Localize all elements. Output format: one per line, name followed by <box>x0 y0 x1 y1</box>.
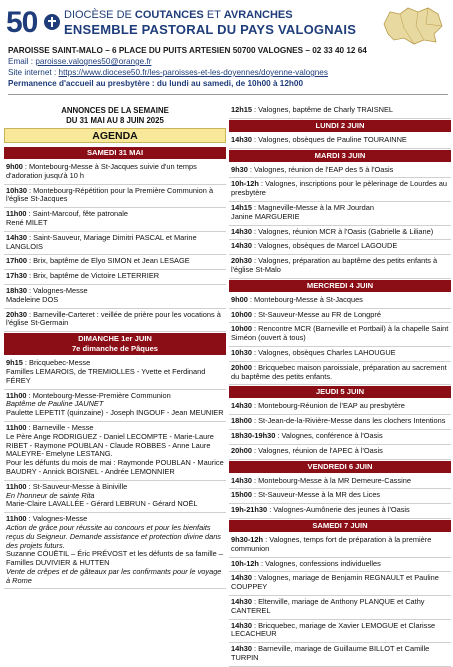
entry-t: 9h15 <box>6 358 23 368</box>
mercredi-4-entries <box>229 294 451 386</box>
entry-r: : Valognes-Messe <box>26 285 88 295</box>
entry-r: : Rencontre MCR (Barneville et Portbail) à la chapelle Saint Siméon (ouvert à tous) <box>231 324 449 343</box>
entry-t: 11h00 <box>6 209 27 219</box>
entry-r2: Suzanne COUËTIL – Éric PRÉVOST et les défunts de sa famille – Familles DUVIVIER & HUTTEN <box>6 549 223 568</box>
entry-t: 14h30 <box>231 596 252 606</box>
announce-title: ANNONCES DE LA SEMAINE DU 31 MAI AU 8 JUIN 2025 <box>61 106 169 125</box>
entry-t: 11h00 <box>6 422 27 432</box>
agenda-entry <box>229 255 451 279</box>
entry-r: : Valognes, réunion MCR à l'Oasis (Gabrielle & Liliane) <box>251 226 434 236</box>
entry-t: 18h30 <box>6 285 27 295</box>
entry-r: : Barneville, mariage de Guillaume BILLOT et Camille TURPIN <box>231 644 430 662</box>
entry-r: : Saint-Sauveur, Mariage Dimitri PASCAL et Marine LANGLOIS <box>6 232 197 251</box>
entry-t: 14h30 <box>231 644 252 654</box>
entry-t: 14h30 <box>231 475 252 485</box>
entry-t: 20h30 <box>6 309 27 319</box>
entry-t: 14h30 <box>231 401 252 411</box>
agenda-entry <box>229 202 451 226</box>
entry-t: 9h00 <box>6 162 23 171</box>
entry-r: : Valognes, obsèques de Pauline TOURAINNE <box>251 134 407 144</box>
agenda-entry <box>229 572 451 596</box>
entry-t: 10h00 <box>231 309 252 319</box>
agenda-entry <box>229 240 451 255</box>
day-header-vendredi-6: VENDREDI 6 JUIN <box>229 461 451 473</box>
agenda-entry <box>229 534 451 558</box>
entry-t: 9h00 <box>231 294 248 304</box>
agenda-entry <box>4 208 226 232</box>
agenda-entry <box>229 323 451 347</box>
region-map-icon <box>380 4 446 46</box>
entry-t: 10h-12h <box>231 179 259 189</box>
entry-t: 15h00 <box>231 490 252 500</box>
entry-r: : Valognes, mariage de Benjamin REGNAULT et Pauline COUPPEY <box>231 573 439 592</box>
entry-t: 18h30-19h30 <box>231 430 276 440</box>
entry-t: 14h30 <box>6 232 27 242</box>
entry-r: : Brix, baptême de Elyo SIMON et Jean LESAGE <box>26 256 190 266</box>
top-entry-list <box>229 104 451 119</box>
diocese-title: DIOCÈSE DE COUTANCES ET AVRANCHES <box>64 9 293 21</box>
entry-r2: Le Père Ange RODRIGUEZ - Daniel LECOMPTE - Marie-Laure RIBET - Raymone POUBLAN - Claude ROBBES - Anne Laure MALEYRE- Emelyne LESTANG. <box>6 431 214 459</box>
entry-r: : Valognes, baptême de Charly TRAISNEL <box>251 105 394 114</box>
agenda-entry <box>229 489 451 504</box>
samedi-31-entries <box>4 161 226 332</box>
agenda-entry <box>229 445 451 460</box>
entry-t: 11h00 <box>6 481 27 491</box>
day-header-samedi-7: SAMEDI 7 JUIN <box>229 520 451 532</box>
entry-t: 14h15 <box>231 202 252 212</box>
website-line: Site internet : https://www.diocese50.fr/les-paroisses-et-les-doyennes/doyenne-valognes <box>8 68 328 77</box>
agenda-entry <box>4 161 226 185</box>
entry-r2: Paulette LEPETIT (quinzaine) - Joseph INGOUF - Jean MEUNIER <box>6 408 224 418</box>
agenda-entry <box>4 270 226 285</box>
agenda-entry <box>229 643 451 667</box>
agenda-entry <box>4 285 226 309</box>
agenda-entry <box>4 255 226 270</box>
entry-r: : Valognes, obsèques de Marcel LAGOUDE <box>251 241 398 251</box>
agenda-entry <box>229 400 451 415</box>
entry-t: 18h00 <box>231 416 252 426</box>
agenda-banner: AGENDA <box>4 128 226 143</box>
entry-r: : Brix, baptême de Victoire LETERRIER <box>26 271 160 281</box>
entry-t: 20h00 <box>231 362 252 372</box>
entry-t: 9h30-12h <box>231 534 264 544</box>
website-link[interactable]: https://www.diocese50.fr/les-paroisses-et-les-doyennes/doyenne-valognes <box>58 68 328 77</box>
diocese-logo-number: 50 <box>6 6 38 39</box>
agenda-entry <box>229 558 451 573</box>
entry-t: 14h30 <box>231 241 252 251</box>
entry-r: : Montebourg-Réunion de l'EAP au presbytère <box>251 401 405 411</box>
entry-r2: René MILET <box>6 217 48 227</box>
agenda-entry <box>4 357 226 389</box>
entry-r: : Valognes, inscriptions pour le pèlerinage de Lourdes au presbytère <box>231 179 447 198</box>
entry-r: : Montebourg-Messe à St-Jacques suivie d'un temps d'adoration jusqu'à 10 h <box>6 162 197 180</box>
agenda-entry <box>4 390 226 422</box>
entry-r: : Eltenville, mariage de Anthony PLANQUE et Cathy CANTEREL <box>231 596 425 615</box>
entry-t: 20h30 <box>231 256 252 266</box>
mardi-3-entries <box>229 164 451 279</box>
right-column <box>229 104 451 667</box>
agenda-entry <box>229 475 451 490</box>
entry-r2: Madeleine DOS <box>6 294 59 304</box>
page-header <box>0 0 453 104</box>
entry-t: 17h30 <box>6 271 27 281</box>
agenda-entry <box>229 309 451 324</box>
entry-i: Action de grâce pour réussite au concours et pour les bienfaits reçus du Seigneur. Demande assistance et protection divine dans des projets futurs. <box>6 522 222 550</box>
email-link[interactable]: paroisse.valognes50@orange.fr <box>35 57 152 66</box>
dimanche-1-entries <box>4 357 226 589</box>
ensemble-title: ENSEMBLE PASTORAL DU PAYS VALOGNAIS <box>64 22 357 37</box>
entry-r: : Barneville - Messe <box>26 422 94 432</box>
entry-r: : St-Jean-de-la-Rivière-Messe dans les clochers Intentions <box>251 416 446 426</box>
entry-t: 10h-12h <box>231 558 259 568</box>
entry-t: 14h30 <box>231 226 252 236</box>
entry-r: : St-Sauveur-Messe à Biniville <box>26 481 128 491</box>
entry-r: : Magneville-Messe à la MR Jourdan <box>251 202 374 212</box>
entry-r: : Barneville-Carteret : veillée de prière pour les vocations à l'église St-Germain <box>6 309 221 328</box>
entry-r: : Valognes, temps fort de préparation à la première communion <box>231 534 432 553</box>
header-divider <box>8 94 448 95</box>
agenda-entry <box>4 481 226 513</box>
entry-r: : Bricquebec, mariage de Xavier LEMOGUE et Clarisse LECACHEUR <box>231 620 436 639</box>
entry-r2: Janine MARGUERIE <box>231 211 300 221</box>
agenda-entry <box>229 415 451 430</box>
samedi-7-entries <box>229 534 451 667</box>
entry-r: : Montebourg-Messe à St-Jacques <box>247 294 363 304</box>
vendredi-6-entries <box>229 475 451 519</box>
day-header-mercredi-4: MERCREDI 4 JUIN <box>229 280 451 292</box>
agenda-entry <box>229 596 451 620</box>
agenda-entry <box>229 164 451 179</box>
entry-r: : Montebourg-Messe-Première Communion <box>26 390 171 400</box>
agenda-entry <box>4 422 226 481</box>
entry-r: : Valognes, conférence à l'Oasis <box>275 430 383 440</box>
agenda-entry <box>229 620 451 644</box>
entry-t: 11h00 <box>6 514 27 524</box>
entry-t: 14h30 <box>231 620 252 630</box>
left-column <box>4 104 226 589</box>
day-header-jeudi-5: JEUDI 5 JUIN <box>229 386 451 398</box>
day-header-lundi-2: LUNDI 2 JUIN <box>229 120 451 132</box>
day-header-mardi-3: MARDI 3 JUIN <box>229 150 451 162</box>
entry-t: 14h30 <box>231 573 252 583</box>
entry-r: : St-Sauveur-Messe au FR de Longpré <box>251 309 381 319</box>
entry-r3: Pour les défunts du mois de mai : Raymonde POUBLAN - Maurice BAUDRY - Annick BOISNEL - Andrée LEMONNIER <box>6 458 224 476</box>
day-header-dimanche-1: DIMANCHE 1er JUIN 7e dimanche de Pâques <box>4 333 226 355</box>
entry-t: 12h15 <box>231 105 252 114</box>
entry-r: : Montebourg-Répétition pour la Première Communion à l'église St-Jacques <box>6 185 214 204</box>
entry-i: En l'honneur de sainte Rita <box>6 490 95 500</box>
entry-r: : Valognes-Messe <box>26 514 88 524</box>
entry-r: : Valognes-Aumônerie des jeunes à l'Oasis <box>267 505 410 515</box>
agenda-entry <box>229 178 451 202</box>
agenda-entry <box>229 347 451 362</box>
entry-t: 19h-21h30 <box>231 505 268 515</box>
entry-t: 17h00 <box>6 256 27 266</box>
entry-r: : Valognes, obsèques Charles LAHOUGUE <box>251 347 396 357</box>
entry-r: : Valognes, réunion de l'APEC à l'Oasis <box>251 445 383 455</box>
parish-address: PAROISSE SAINT-MALO – 6 PLACE DU PUITS ARTESIEN 50700 VALOGNES – 02 33 40 12 64 <box>8 46 367 55</box>
permanence-line: Permanence d'accueil au presbytère : du lundi au samedi, de 10h00 à 12h00 <box>8 79 303 88</box>
entry-r: : Valognes, préparation au baptême des petits enfants à l'église St-Malo <box>231 256 438 274</box>
agenda-entry <box>229 504 451 519</box>
agenda-entry <box>4 309 226 333</box>
entry-t: 10h00 <box>231 324 252 334</box>
entry-t: 20h00 <box>231 445 252 455</box>
entry-r2: Familles LEMAROIS, de TREMIOLLES - Yvette et Ferdinand FÉREY <box>6 366 206 385</box>
entry-i2: Vente de crêpes et de gâteaux par les confirmants pour le voyage à Rome <box>6 566 222 585</box>
entry-r: : St-Sauveur-Messe à la MR des Lices <box>251 490 381 500</box>
entry-r: : Valognes, confessions individuelles <box>258 558 381 568</box>
entry-r: : Saint-Marcouf, fête patronale <box>26 209 129 219</box>
entry-t: 9h30 <box>231 164 248 174</box>
agenda-entry <box>229 430 451 445</box>
entry-r: : Montebourg-Messe à la MR Demeure-Cassine <box>251 475 411 485</box>
agenda-entry <box>4 513 226 589</box>
agenda-entry <box>229 104 451 119</box>
entry-r: : Bricquebec maison paroissiale, préparation au sacrement du baptême des petits enfants. <box>231 362 447 381</box>
entry-r: : Valognes, réunion de l'EAP des 5 à l'Oasis <box>247 164 394 174</box>
entry-t: 10h30 <box>231 347 252 357</box>
entry-i: Baptême de Pauline JAUNET <box>6 399 104 409</box>
jeudi-5-entries <box>229 400 451 459</box>
agenda-entry <box>229 294 451 309</box>
email-line: Email : paroisse.valognes50@orange.fr <box>8 57 152 66</box>
agenda-entry <box>229 362 451 386</box>
entry-t: 11h00 <box>6 390 27 400</box>
entry-t: 14h30 <box>231 134 252 144</box>
lundi-2-entries <box>229 134 451 149</box>
agenda-entry <box>4 185 226 209</box>
cross-icon <box>44 14 60 30</box>
entry-t: 10h30 <box>6 185 27 195</box>
agenda-entry <box>229 134 451 149</box>
entry-r: : Bricquebec-Messe <box>22 358 91 368</box>
agenda-entry <box>229 226 451 241</box>
day-header-samedi-31: SAMEDI 31 MAI <box>4 147 226 159</box>
entry-r2: Marie-Claire LAVALLÉE - Gérard LEBRUN - Gérard NOËL <box>6 499 198 509</box>
agenda-entry <box>4 232 226 256</box>
